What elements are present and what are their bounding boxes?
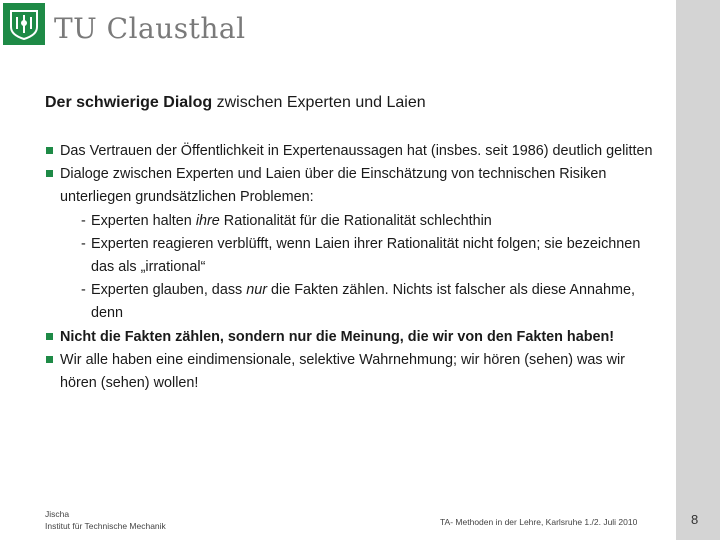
dash-marker: -: [81, 212, 86, 229]
bullet-text: Nicht die Fakten zählen, sondern nur die Meinung, die wir von den Fakten haben!: [60, 328, 615, 345]
sub-item: [45, 279, 665, 325]
sub-text: die Fakten zählen. Nichts ist falscher als diese Annahme, denn: [91, 282, 635, 322]
bullet-square-icon: [46, 147, 53, 154]
dash-marker: -: [81, 282, 86, 299]
sub-emphasis: ihre: [195, 212, 220, 229]
sub-text: Rationalität für die Rationalität schlechthin: [219, 212, 492, 229]
footer-institute: Institut für Technische Mechanik: [45, 521, 166, 531]
page-number: 8: [691, 512, 699, 527]
bullet-square-icon: [46, 333, 53, 340]
sub-item: [45, 210, 665, 233]
bullet-item: [45, 140, 665, 163]
bullet-text: Dialoge zwischen Experten und Laien über die Einschätzung von technischen Risiken unterliegen grundsätzlichen Problemen:: [60, 166, 607, 206]
bullet-text: Wir alle haben eine eindimensionale, selektive Wahrnehmung; wir hören (sehen) was wir hören (sehen) wollen!: [60, 351, 625, 392]
sub-text: Experten reagieren verblüfft, wenn Laien ihrer Rationalität nicht folgen; sie bezeichnen das als „irrational“: [91, 235, 641, 276]
bullet-item: [45, 163, 665, 209]
slide-title: [45, 94, 426, 112]
title-rest: zwischen Experten und Laien: [212, 94, 426, 111]
bullet-item: [45, 349, 665, 395]
bullet-square-icon: [46, 356, 53, 363]
right-sidebar: [676, 0, 720, 540]
sub-text: Experten halten: [91, 212, 196, 229]
sub-emphasis: nur: [246, 282, 268, 299]
bullet-text: Das Vertrauen der Öffentlichkeit in Expertenaussagen hat (insbes. seit 1986) deutlich gelitten: [60, 143, 653, 159]
dash-marker: -: [81, 235, 86, 252]
logo-accent-square: [36, 36, 45, 45]
footer-author-block: [45, 508, 166, 532]
bullet-square-icon: [46, 170, 53, 177]
logo-text: TU Clausthal: [54, 12, 246, 45]
footer-author: Jischa: [45, 509, 70, 519]
footer-event: TA- Methoden in der Lehre, Karlsruhe 1./2. Juli 2010: [440, 517, 638, 527]
sub-item: [45, 233, 665, 279]
sub-text: Experten glauben, dass: [91, 282, 247, 299]
bullet-item: [45, 326, 665, 349]
title-strong: Der schwierige Dialog: [45, 94, 213, 111]
slide-content: [45, 140, 665, 395]
